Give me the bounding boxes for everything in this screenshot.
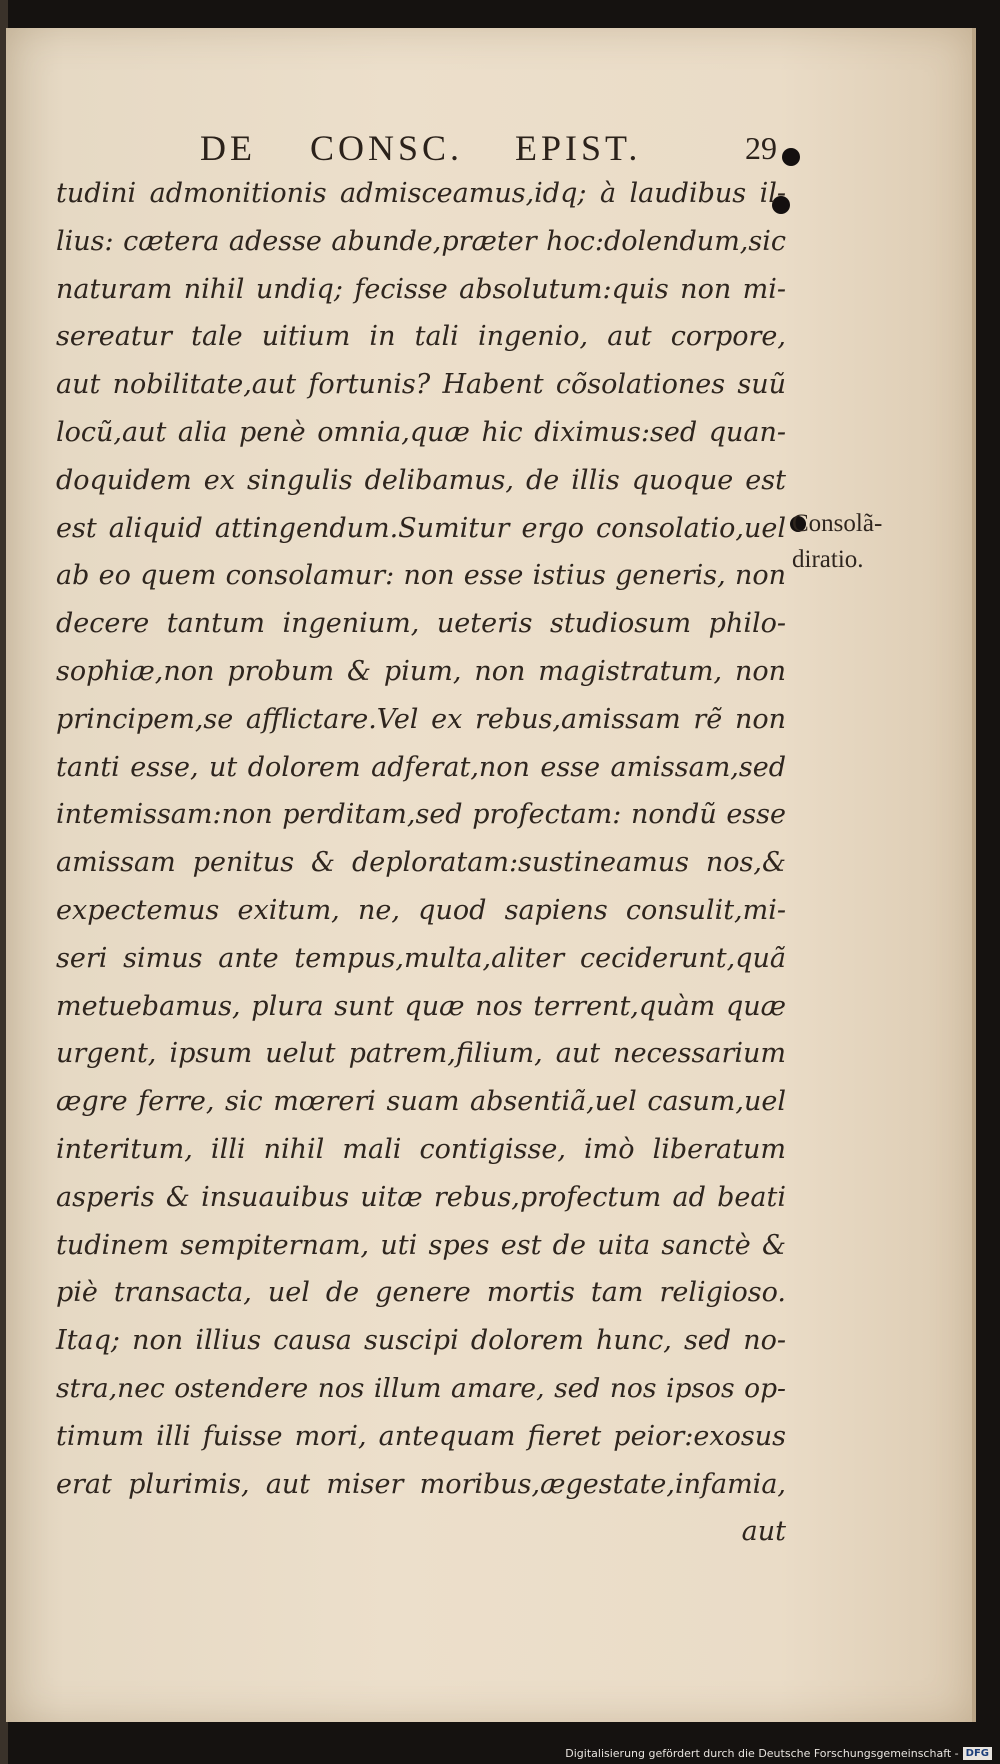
text-line: decere tantum ingenium, ueteris studiosum philo- <box>56 608 786 640</box>
ink-blot <box>782 148 800 166</box>
marginal-note-line: Consolã- <box>792 510 883 537</box>
text-line: doquidem ex singulis delibamus, de illis quoque est <box>56 464 786 496</box>
text-line: naturam nihil undiq; fecisse absolutum:quis non mi- <box>56 273 786 305</box>
running-header <box>200 128 777 168</box>
header-word-epist: EPIST. <box>515 128 642 168</box>
text-line: sophiæ,non probum & pium, non magistratum, non <box>56 655 786 687</box>
dfg-logo: DFG <box>963 1747 992 1760</box>
text-line: seri simus ante tempus,multa,aliter ceciderunt,quã <box>56 942 786 974</box>
marginal-note-line: diratio. <box>792 546 864 573</box>
credit-text: Digitalisierung gefördert durch die Deutsche Forschungsgemeinschaft - <box>565 1747 959 1760</box>
text-line: sereatur tale uitium in tali ingenio, aut corpore, <box>56 321 786 353</box>
text-line: Itaq; non illius causa suscipi dolorem hunc, sed no- <box>56 1325 786 1357</box>
text-line: amissam penitus & deploratam:sustineamus nos,& <box>56 847 786 879</box>
text-line: erat plurimis, aut miser moribus,ægestate,infamia, <box>56 1468 786 1500</box>
text-line: aut nobilitate,aut fortunis? Habent cõsolationes suũ <box>56 369 786 401</box>
text-line: ægre ferre, sic mœreri suam absentiã,uel casum,uel <box>56 1086 786 1118</box>
text-line: principem,se afflictare.Vel ex rebus,amissam rẽ non <box>56 703 786 735</box>
catchword: aut <box>741 1516 786 1548</box>
text-line: piè transacta, uel de genere mortis tam religioso. <box>56 1277 786 1309</box>
text-line: lius: cætera adesse abunde,præter hoc:dolendum,sic <box>56 225 786 257</box>
text-line: locũ,aut alia penè omnia,quæ hic diximus:sed quan- <box>56 416 786 448</box>
marginal-note <box>792 506 882 578</box>
text-line: est aliquid attingendum.Sumitur ergo consolatio,uel <box>56 512 786 544</box>
text-line: stra,nec ostendere nos illum amare, sed nos ipsos op- <box>56 1372 786 1404</box>
text-line: metuebamus, plura sunt quæ nos terrent,quàm quæ <box>56 990 786 1022</box>
text-line: tanti esse, ut dolorem adferat,non esse amissam,sed <box>56 751 786 783</box>
text-line: tudini admonitionis admisceamus,idq; à laudibus il- <box>56 178 786 209</box>
text-line: interitum, illi nihil mali contigisse, imò liberatum <box>56 1133 786 1165</box>
body-text <box>56 170 786 1556</box>
text-line: urgent, ipsum uelut patrem,filium, aut necessarium <box>56 1038 786 1070</box>
header-word-de: DE <box>200 128 256 168</box>
text-line: tudinem sempiternam, uti spes est de uita sanctè & <box>56 1229 786 1261</box>
digitization-credit <box>565 1747 992 1760</box>
text-line: asperis & insuauibus uitæ rebus,profectum ad beati <box>56 1181 786 1213</box>
text-line: ab eo quem consolamur: non esse istius generis, non <box>56 560 786 592</box>
header-word-consc: CONSC. <box>310 128 464 168</box>
page-number: 29 <box>745 129 777 166</box>
text-line: intemissam:non perditam,sed profectam: nondũ esse <box>56 799 786 831</box>
text-line: expectemus exitum, ne, quod sapiens consulit,mi- <box>56 894 786 926</box>
text-line: timum illi fuisse mori, antequam fieret peior:exosus <box>56 1420 786 1452</box>
